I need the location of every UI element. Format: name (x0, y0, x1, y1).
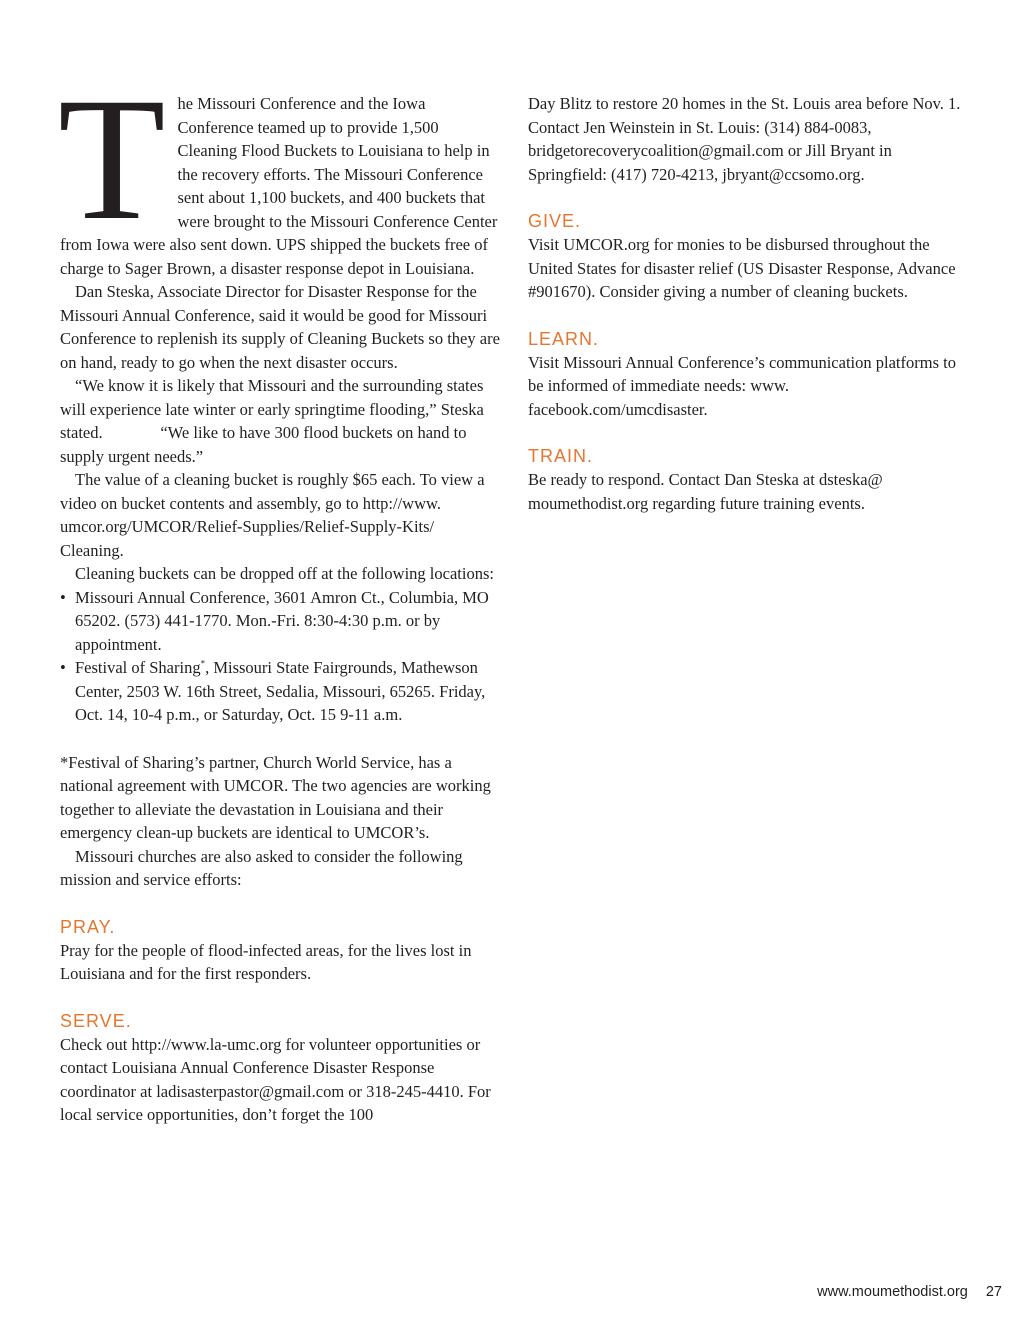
give-body: Visit UMCOR.org for monies to be disbursed throughout the United States for disaster relief (US Disaster Response, Advance #901670). Consider giving a number of cleaning buckets. (528, 235, 956, 301)
drop-cap: T (58, 62, 166, 257)
bucket-value-paragraph: The value of a cleaning bucket is roughly $65 each. To view a video on bucket contents and assembly, go to http://www. umcor.org/UMCOR/Relief-Supplies/Relief-Supply-Kits/ Cleaning. (60, 470, 485, 560)
mission-intro-paragraph: Missouri churches are also asked to consider the following mission and service efforts: (60, 846, 463, 889)
give-heading: GIVE. (528, 211, 582, 231)
location-text: Missouri Annual Conference, 3601 Amron Ct., Columbia, MO 65202. (573) 441-1770. Mon.-Fri. 8:30-4:30 p.m. or by appointment. (75, 587, 489, 654)
serve-body: Check out http://www.la-umc.org for volunteer opportunities or contact Louisiana Annual Conference Disaster Response coordinator at ladisasterpastor@gmail.com or 318-245-4410. For local service opportunities, don’t forget the 100 (60, 1034, 491, 1124)
train-heading: TRAIN. (528, 446, 594, 466)
page-number: 27 (985, 1284, 1002, 1300)
locations-list (60, 586, 500, 727)
list-item (60, 656, 500, 727)
quote-paragraph: “We know it is likely that Missouri and the surrounding states will experience late winter or early springtime flooding,” Steska stated. “We like to have 300 flood buckets on hand to supply urgent needs.” (60, 376, 488, 466)
dropoff-paragraph: Cleaning buckets can be dropped off at the following locations: (75, 564, 494, 583)
intro-paragraph (58, 62, 500, 280)
footnote-mark: * (200, 658, 206, 669)
serve-body-continued: Day Blitz to restore 20 homes in the St. Louis area before Nov. 1. Contact Jen Weinstein in St. Louis: (314) 884-0083, bridgetorecoverycoalition@gmail.com or Jill Bryant in Springfield: (417) 720-4213, jbryant@ccsomo.org. (528, 94, 961, 184)
left-column (58, 62, 500, 1127)
steska-paragraph: Dan Steska, Associate Director for Disaster Response for the Missouri Annual Conference, said it would be good for Missouri Conference to replenish its supply of Cleaning Buckets so they are on hand, ready to go when the next disaster occurs. (60, 282, 500, 372)
learn-body: Visit Missouri Annual Conference’s communication platforms to be informed of immediate needs: www. facebook.com/umcdisaster. (528, 352, 956, 419)
location-name: Festival of Sharing (75, 658, 201, 677)
train-body: Be ready to respond. Contact Dan Steska at dsteska@ moumethodist.org regarding future training events. (528, 470, 883, 513)
intro-text: he Missouri Conference and the Iowa Conference teamed up to provide 1,500 Cleaning Flood Buckets to Louisiana to help in the recovery efforts. The Missouri Conference sent about 1,100 buckets, and 400 buckets that were brought to the Missouri Conference Center from Iowa were also sent down. UPS shipped the buckets free of charge to Sager Brown, a disaster response depot in Louisiana. (60, 94, 498, 278)
location-detail: , Missouri State Fairgrounds, Mathewson Center, 2503 W. 16th Street, Sedalia, Missouri, 65265. Friday, Oct. 14, 10-4 p.m., or Saturday, Oct. 15 9-11 a.m. (75, 658, 486, 724)
footnote-paragraph: *Festival of Sharing’s partner, Church World Service, has a national agreement with UMCOR. The two agencies are working together to alleviate the devastation in Louisiana and their emergency clean-up buckets are identical to UMCOR’s. (60, 752, 491, 842)
page-footer (817, 1284, 1002, 1300)
right-column (528, 92, 968, 515)
footer-url: www.moumethodist.org (817, 1284, 968, 1300)
pray-heading: PRAY. (60, 916, 116, 937)
serve-heading: SERVE. (60, 1010, 132, 1031)
list-item (60, 586, 500, 657)
pray-body: Pray for the people of flood-infected areas, for the lives lost in Louisiana and for the first responders. (60, 940, 472, 983)
learn-heading: LEARN. (528, 328, 600, 349)
